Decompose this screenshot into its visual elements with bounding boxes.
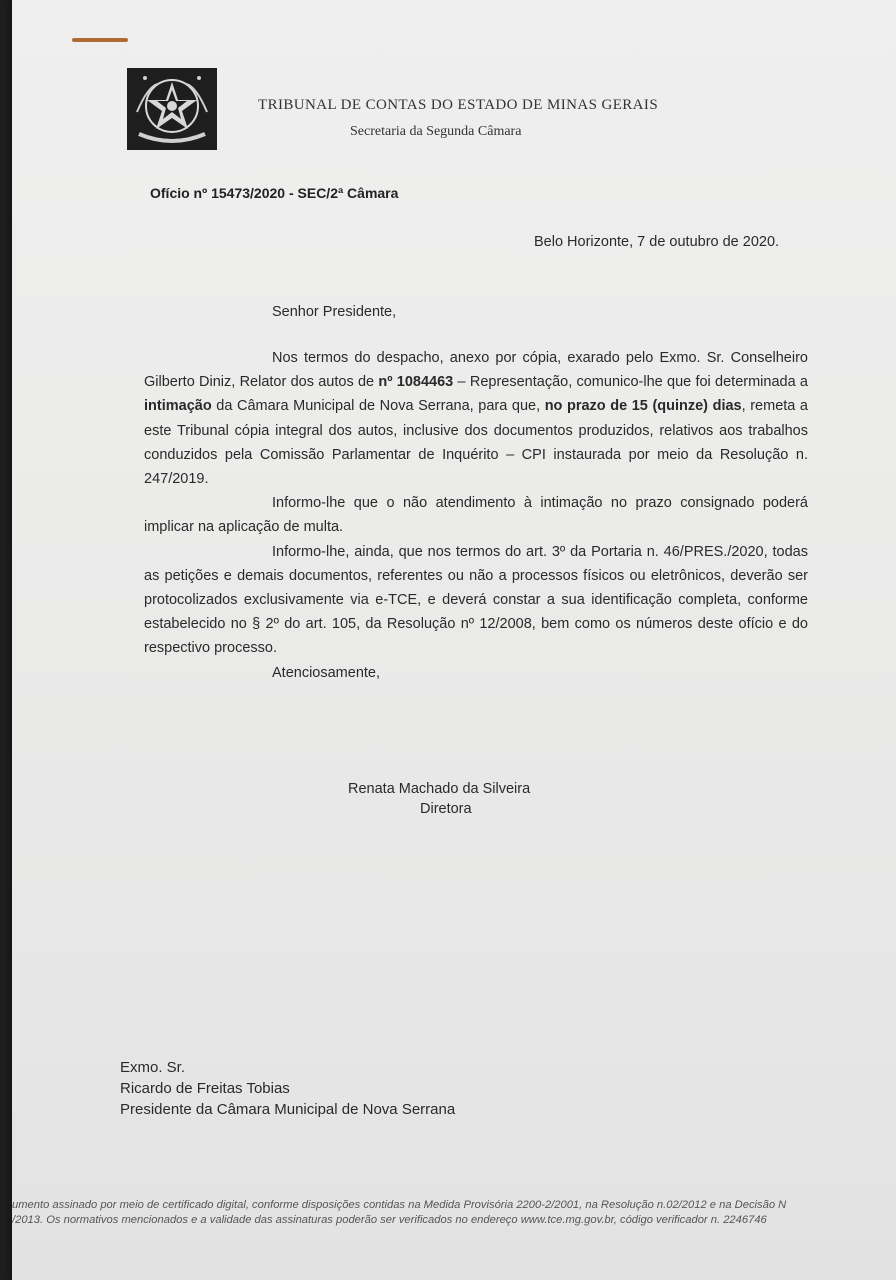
process-number: nº 1084463 (378, 374, 454, 391)
footer-line-2: /2013. Os normativos mencionados e a validade das assinaturas poderão ser verificados no endereço www.tce.mg.gov.br, código verificador n. 2246746 (12, 1214, 767, 1226)
signatory-role: Diretora (420, 801, 472, 817)
addressee-name: Ricardo de Freitas Tobias (120, 1080, 290, 1097)
deadline-term: no prazo de 15 (quinze) dias (544, 398, 742, 415)
p1-text-c: – Representação, comunico-lhe que foi determinada a (453, 374, 808, 391)
addressee-title: Exmo. Sr. (120, 1059, 186, 1076)
p1-text-e: da Câmara Municipal de Nova Serrana, para que, (211, 398, 545, 415)
salutation: Senhor Presidente, (272, 304, 397, 320)
state-coat-of-arms-icon (127, 68, 217, 150)
letter-body (144, 346, 808, 685)
addressee-position: Presidente da Câmara Municipal de Nova Serrana (120, 1101, 456, 1118)
intimation-term: intimação (144, 398, 212, 415)
letter-page (12, 0, 896, 1280)
binder-mark (72, 38, 128, 42)
institution-name: TRIBUNAL DE CONTAS DO ESTADO DE MINAS GERAIS (258, 97, 659, 113)
signatory-name: Renata Machado da Silveira (348, 781, 531, 797)
p1-text-g: , remeta a este Tribunal cópia integral dos autos, inclusive dos documentos produzidos, relativos aos trabalhos conduzidos pela Comissão Parlamentar de Inquérito – CPI instaurada por meio da Resolução n. 247/2019. (144, 398, 808, 488)
closing: Atenciosamente, (272, 664, 381, 681)
addressee-block (120, 1057, 455, 1120)
letter-reference: Ofício nº 15473/2020 - SEC/2ª Câmara (150, 185, 399, 201)
paragraph-2: Informo-lhe que o não atendimento à intimação no prazo consignado poderá implicar na aplicação de multa. (144, 495, 808, 536)
p1-text-a: Nos termos do despacho, anexo por cópia, exarado pelo Exmo. Sr. Conselheiro Gilberto Diniz, Relator dos autos de (144, 350, 808, 391)
date-line: Belo Horizonte, 7 de outubro de 2020. (534, 234, 780, 250)
department-name: Secretaria da Segunda Câmara (350, 124, 522, 139)
digital-signature-footer (12, 1198, 896, 1228)
paragraph-1 (144, 346, 808, 491)
paragraph-3: Informo-lhe, ainda, que nos termos do art. 3º da Portaria n. 46/PRES./2020, todas as petições e demais documentos, referentes ou não a processos físicos ou eletrônicos, deverão ser protocolizados exclusivamente via e-TCE, e deverá constar a sua identificação completa, conforme estabelecido no § 2º do art. 105, da Resolução nº 12/2008, bem como os números deste ofício e do respectivo processo. (144, 543, 808, 657)
footer-line-1: umento assinado por meio de certificado digital, conforme disposições contidas na Medida Provisória 2200-2/2001, na Resolução n.02/2012 e na Decisão N (12, 1199, 787, 1211)
